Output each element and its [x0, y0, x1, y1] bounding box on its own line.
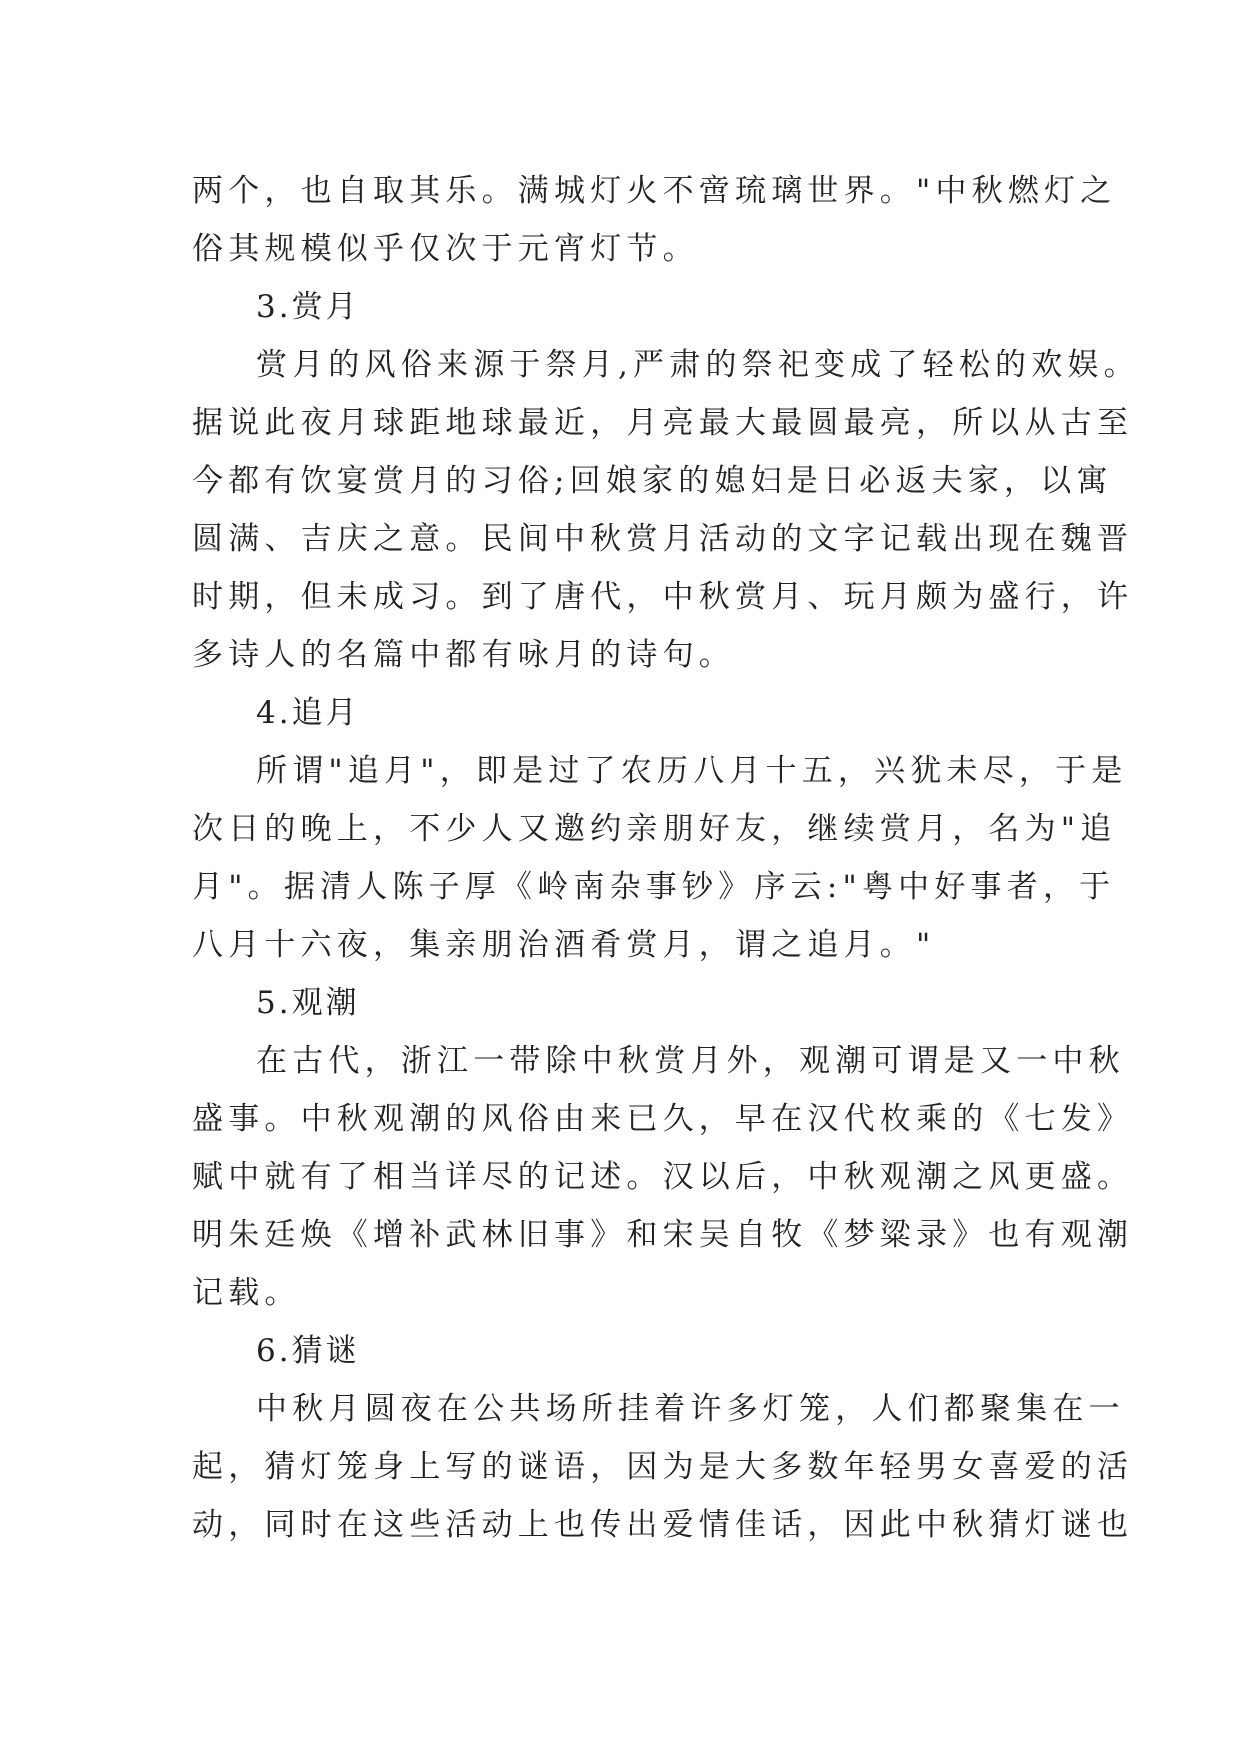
text-line: 记载。 [192, 1275, 301, 1311]
text-line: 起，猜灯笼身上写的谜语，因为是大多数年轻男女喜爱的活 [192, 1449, 1134, 1485]
text-line: 八月十六夜，集亲朋治酒肴赏月，谓之追月。" [192, 927, 936, 963]
text-line: 时期，但未成习。到了唐代，中秋赏月、玩月颇为盛行，许 [192, 579, 1134, 615]
section-heading-5: 5.观潮 [256, 985, 360, 1021]
text-line: 圆满、吉庆之意。民间中秋赏月活动的文字记载出现在魏晋 [192, 521, 1134, 557]
text-line: 多诗人的名篇中都有咏月的诗句。 [192, 637, 735, 673]
text-line: 赋中就有了相当详尽的记述。汉以后，中秋观潮之风更盛。 [192, 1159, 1134, 1195]
text-line: 动，同时在这些活动上也传出爱情佳话，因此中秋猜灯谜也 [192, 1507, 1134, 1543]
text-line: 在古代，浙江一带除中秋赏月外，观潮可谓是又一中秋 [256, 1043, 1125, 1079]
text-line: 明朱廷焕《增补武林旧事》和宋吴自牧《梦粱录》也有观潮 [192, 1217, 1134, 1253]
document-page [192, 162, 1140, 1554]
text-line: 次日的晚上，不少人又邀约亲朋好友，继续赏月，名为"追 [192, 811, 1117, 847]
paragraph-zhuiyue [192, 742, 1128, 974]
text-line: 盛事。中秋观潮的风俗由来已久，早在汉代枚乘的《七发》 [192, 1101, 1134, 1137]
section-heading-4: 4.追月 [256, 695, 360, 731]
text-line: 月"。据清人陈子厚《岭南杂事钞》序云:"粤中好事者，于 [192, 869, 1116, 905]
text-line: 今都有饮宴赏月的习俗;回娘家的媳妇是日必返夫家，以寓 [192, 463, 1113, 499]
section-heading-3: 3.赏月 [256, 289, 360, 325]
text-line: 中秋月圆夜在公共场所挂着许多灯笼，人们都聚集在一 [256, 1391, 1125, 1427]
paragraph-guanchao [192, 1032, 1134, 1322]
paragraph-continuation [192, 162, 1117, 278]
text-line: 两个，也自取其乐。满城灯火不啻琉璃世界。"中秋燃灯之 [192, 173, 1117, 209]
text-line: 俗其规模似乎仅次于元宵灯节。 [192, 231, 699, 267]
text-line: 据说此夜月球距地球最近，月亮最大最圆最亮，所以从古至 [192, 405, 1134, 441]
paragraph-shangyue [192, 336, 1140, 684]
text-line: 所谓"追月"，即是过了农历八月十五，兴犹未尽，于是 [256, 753, 1128, 789]
section-heading-6: 6.猜谜 [256, 1333, 360, 1369]
paragraph-caimi [192, 1380, 1134, 1554]
text-line: 赏月的风俗来源于祭月,严肃的祭祀变成了轻松的欢娱。 [256, 347, 1140, 383]
